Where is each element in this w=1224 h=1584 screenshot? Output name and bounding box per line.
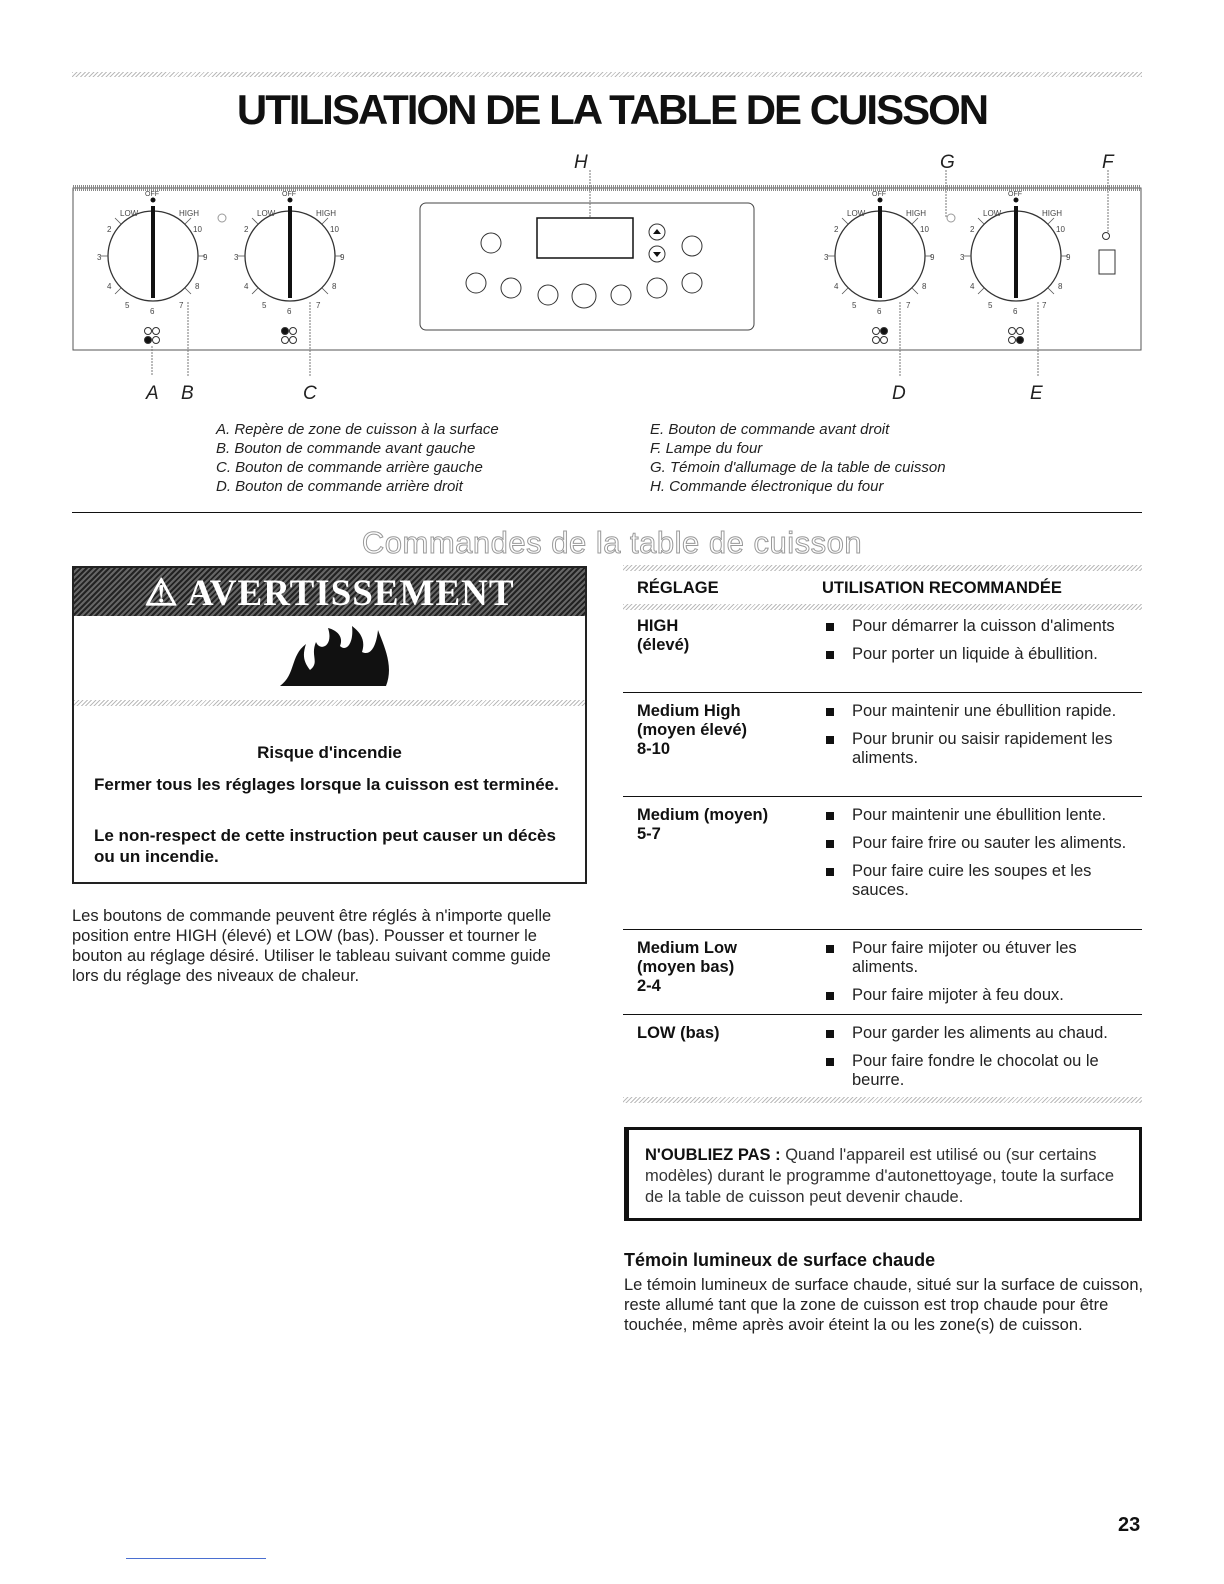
warning-risk: Risque d'incendie (257, 743, 402, 762)
bullet-icon (826, 868, 834, 876)
label-a: A (146, 383, 159, 404)
intro-paragraph: Les boutons de commande peuvent être réglés à n'importe quelle position entre HIGH (élevé) et LOW (bas). Pousser et tourner le bouton au réglage désiré. Utiliser le tableau suivant comme guide lors du réglage des niveaux de chaleur. (72, 907, 552, 985)
label-h: H (574, 152, 588, 173)
use-text: Pour brunir ou saisir rapidement les aliments. (852, 730, 1113, 767)
bullet-icon (826, 840, 834, 848)
warning-header-text: AVERTISSEMENT (186, 573, 515, 614)
list-item (826, 986, 1134, 1005)
bullet-icon (826, 1030, 834, 1038)
table-row-divider (623, 1014, 1142, 1015)
table-header-reglage: RÉGLAGE (637, 579, 719, 597)
warning-header (74, 571, 585, 615)
legend-item-e: E. Bouton de commande avant droit (650, 421, 890, 438)
row-name-line: Medium High (637, 702, 741, 720)
table-row-medium-high-uses (826, 702, 1134, 777)
top-hatched-rule (72, 72, 1142, 77)
use-text: Pour garder les aliments au chaud. (852, 1024, 1108, 1042)
list-item (826, 702, 1134, 721)
legend-item-g: G. Témoin d'allumage de la table de cuisson (650, 459, 946, 476)
reminder-note (624, 1127, 1142, 1221)
legend-item-a: A. Repère de zone de cuisson à la surface (216, 421, 499, 438)
row-name-line: HIGH (637, 617, 679, 635)
label-c: C (303, 383, 317, 404)
table-row-divider (623, 796, 1142, 797)
legend-right (650, 420, 946, 496)
use-text: Pour porter un liquide à ébullition. (852, 645, 1098, 663)
warning-divider (74, 700, 585, 706)
legend-item-f: F. Lampe du four (650, 440, 763, 457)
cooktop-control-diagram: LOW OFF HIGH 2 3 4 5 6 7 8 9 10 (70, 168, 1145, 380)
legend-item-c: C. Bouton de commande arrière gauche (216, 459, 483, 476)
list-item (826, 617, 1134, 636)
list-item (826, 806, 1134, 825)
table-row-low-name (637, 1024, 720, 1043)
table-bottom-hatch (623, 1097, 1142, 1103)
use-text: Pour maintenir une ébullition lente. (852, 806, 1107, 824)
list-item (826, 939, 1134, 977)
page-title: UTILISATION DE LA TABLE DE CUISSON (236, 86, 988, 133)
bullet-icon (826, 812, 834, 820)
table-row-divider (623, 692, 1142, 693)
table-row-divider (623, 929, 1142, 930)
use-text: Pour faire mijoter ou étuver les aliments. (852, 939, 1077, 976)
warning-line-2: Le non-respect de cette instruction peut causer un décès ou un incendie. (94, 826, 556, 866)
table-row-medium-name (637, 806, 768, 844)
row-name-line: 8-10 (637, 740, 671, 758)
footer-link-line (126, 1558, 266, 1559)
warning-line-1: Fermer tous les réglages lorsque la cuisson est terminée. (94, 775, 559, 794)
table-row-medium-uses (826, 806, 1134, 909)
table-row-high-uses (826, 617, 1134, 673)
list-item (826, 1052, 1134, 1090)
legend-item-d: D. Bouton de commande arrière droit (216, 478, 463, 495)
use-text: Pour faire frire ou sauter les aliments. (852, 834, 1127, 852)
label-e: E (1030, 383, 1043, 404)
fire-icon (276, 626, 394, 690)
use-text: Pour démarrer la cuisson d'aliments (852, 617, 1115, 635)
table-row-low-uses (826, 1024, 1134, 1099)
list-item (826, 834, 1134, 853)
table-row-medium-high-name (637, 702, 747, 759)
legend-item-b: B. Bouton de commande avant gauche (216, 440, 476, 457)
list-item (826, 862, 1134, 900)
hot-surface-paragraph: Le témoin lumineux de surface chaude, situé sur la surface de cuisson, reste allumé tant que la zone de cuisson est trop chaude pour être touchée, même après avoir éteint la ou les zone(s) de cuisson. (624, 1276, 1144, 1334)
bullet-icon (826, 945, 834, 953)
table-header-utilisation: UTILISATION RECOMMANDÉE (822, 579, 1062, 597)
table-header-hatch (623, 604, 1142, 610)
bullet-icon (826, 736, 834, 744)
bullet-icon (826, 708, 834, 716)
label-b: B (181, 383, 194, 404)
row-name-line: Medium Low (637, 939, 737, 957)
row-name-line: 5-7 (637, 825, 661, 843)
list-item (826, 645, 1134, 664)
row-name-line: (moyen bas) (637, 958, 735, 976)
section-title: Commandes de la table de cuisson (361, 525, 863, 560)
row-name-line: LOW (bas) (637, 1024, 720, 1042)
row-name-line: Medium (moyen) (637, 806, 769, 824)
bullet-icon (826, 623, 834, 631)
list-item (826, 1024, 1134, 1043)
note-text: Quand l'appareil est utilisé ou (sur certains modèles) durant le programme d'autonettoyage, toute la surface de la table de cuisson peut devenir chaude. (645, 1146, 1115, 1206)
label-g: G (940, 152, 955, 173)
legend-left (216, 420, 499, 496)
row-name-line: (moyen élevé) (637, 721, 748, 739)
use-text: Pour faire mijoter à feu doux. (852, 986, 1064, 1004)
section-divider (72, 512, 1142, 513)
legend-item-h: H. Commande électronique du four (650, 478, 884, 495)
table-top-hatch (623, 565, 1142, 571)
note-label: N'OUBLIEZ PAS : (645, 1146, 781, 1164)
table-row-medium-low-uses (826, 939, 1134, 1014)
row-name-line: (élevé) (637, 636, 690, 654)
bullet-icon (826, 992, 834, 1000)
table-row-high-name (637, 617, 689, 655)
label-f: F (1102, 152, 1114, 173)
bullet-icon (826, 651, 834, 659)
use-text: Pour faire cuire les soupes et les sauces. (852, 862, 1092, 899)
list-item (826, 730, 1134, 768)
hot-surface-heading: Témoin lumineux de surface chaude (624, 1250, 936, 1270)
use-text: Pour maintenir une ébullition rapide. (852, 702, 1117, 720)
page-number: 23 (1118, 1514, 1141, 1536)
use-text: Pour faire fondre le chocolat ou le beurre. (852, 1052, 1099, 1089)
warning-triangle-icon: ⚠ (144, 573, 179, 614)
table-row-medium-low-name (637, 939, 737, 996)
row-name-line: 2-4 (637, 977, 661, 995)
label-d: D (892, 383, 906, 404)
bullet-icon (826, 1058, 834, 1066)
